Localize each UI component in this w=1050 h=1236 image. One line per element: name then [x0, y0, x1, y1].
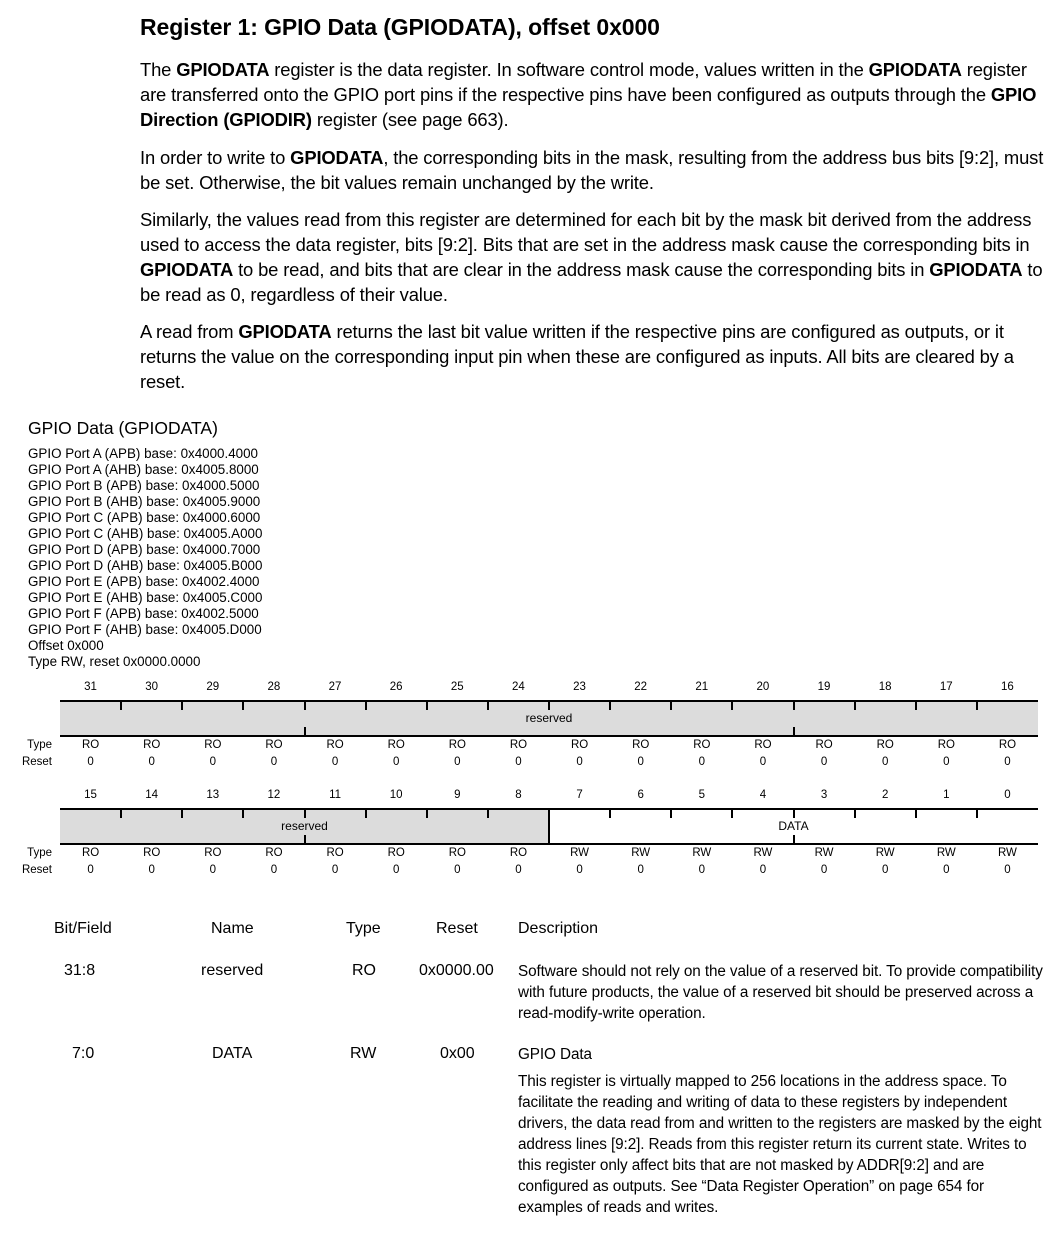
register-base-addresses	[28, 446, 262, 670]
bold-term: GPIODATA	[868, 59, 962, 80]
bit-number: 14	[145, 789, 159, 801]
cell-reset: 0x0000.00	[419, 962, 494, 979]
base-address: GPIO Port A (APB) base: 0x4000.4000	[28, 446, 259, 461]
nibble-tick	[793, 835, 795, 843]
register-row-box	[60, 700, 1038, 737]
bit-type: RO	[387, 739, 405, 751]
bit-type: RO	[204, 847, 222, 859]
bit-reset: 0	[698, 864, 706, 876]
bit-type: RW	[692, 847, 712, 859]
text-run: register (see page 663).	[311, 109, 509, 130]
cell-description: Software should not rely on the value of a reserved bit. To provide compatibility with future products, the value of a reserved bit should be preserved across a read-modify-write operation.	[518, 963, 1043, 1022]
bit-type: RW	[753, 847, 773, 859]
bold-term: GPIODATA	[140, 259, 234, 280]
text-run: Similarly, the values read from this register are determined for each bit by the mask bit derived from the address used to access the data register, bits [9:2]. Bits that are set in the address mask cause the corresponding bits in	[140, 209, 1032, 255]
bit-reset: 0	[515, 756, 522, 768]
bit-tick	[976, 702, 978, 710]
bit-tick	[548, 702, 550, 710]
bold-term: GPIODATA	[290, 147, 384, 168]
base-address: GPIO Port C (APB) base: 0x4000.6000	[28, 510, 261, 525]
bit-number: 21	[695, 681, 709, 693]
bit-tick	[548, 810, 550, 818]
bit-number: 28	[267, 681, 281, 693]
bit-number: 3	[820, 789, 828, 801]
bit-tick	[793, 810, 795, 818]
page-title: Register 1: GPIO Data (GPIODATA), offset 0x000	[140, 14, 660, 40]
bit-number: 11	[329, 789, 342, 801]
bit-tick	[242, 702, 244, 710]
base-address: GPIO Port B (AHB) base: 0x4005.9000	[28, 494, 261, 509]
text-run: , the corresponding bits in the mask, resulting from the address bus bits [9:2], must be set. Otherwise, the bit values remain unchanged by the write.	[140, 147, 1044, 193]
bit-reset: 0	[270, 756, 278, 768]
intro-paragraph-1	[140, 57, 1045, 132]
intro-paragraph-3	[140, 207, 1045, 307]
intro-paragraph-2	[140, 145, 1045, 195]
bit-number: 17	[939, 681, 953, 693]
base-address: GPIO Port E (APB) base: 0x4002.4000	[28, 574, 260, 589]
bit-type: RO	[876, 739, 894, 751]
bit-number: 25	[450, 681, 464, 693]
row-label-type: Type	[27, 847, 52, 859]
bit-reset: 0	[943, 756, 950, 768]
bit-reset: 0	[759, 756, 767, 768]
base-address: GPIO Port C (AHB) base: 0x4005.A000	[28, 526, 263, 541]
bit-tick	[793, 702, 795, 710]
bit-tick	[854, 810, 856, 818]
bit-tick	[365, 702, 367, 710]
bit-type: RO	[387, 847, 405, 859]
bit-type: RW	[631, 847, 651, 859]
bit-type: RO	[754, 739, 772, 751]
bit-type: RO	[448, 739, 466, 751]
bit-number: 5	[698, 789, 706, 801]
bit-tick	[976, 810, 978, 818]
register-offset: Offset 0x000	[28, 638, 104, 653]
bit-tick	[426, 810, 428, 818]
bit-number: 16	[1001, 681, 1014, 693]
bit-number: 4	[759, 789, 767, 801]
bit-reset: 0	[331, 864, 339, 876]
bit-reset: 0	[515, 864, 522, 876]
base-address: GPIO Port F (APB) base: 0x4002.5000	[28, 606, 259, 621]
text-run: In order to write to	[140, 147, 291, 168]
bit-tick	[242, 810, 244, 818]
nibble-tick	[304, 727, 306, 735]
bitfield-label: DATA	[778, 819, 809, 833]
bit-number: 0	[1004, 789, 1011, 801]
bit-number: 22	[634, 681, 648, 693]
bit-reset: 0	[881, 756, 889, 768]
bit-reset: 0	[637, 756, 644, 768]
bit-reset: 0	[943, 864, 950, 876]
intro-paragraph-4	[140, 319, 1045, 394]
bit-tick	[120, 810, 122, 818]
cell-name: DATA	[212, 1045, 253, 1062]
bit-reset: 0	[454, 864, 461, 876]
bit-type: RO	[265, 847, 283, 859]
col-header-description: Description	[518, 920, 599, 937]
bit-reset: 0	[331, 756, 339, 768]
bit-number: 23	[573, 681, 586, 693]
bit-tick	[181, 810, 183, 818]
bit-tick	[181, 702, 183, 710]
cell-description-title: GPIO Data	[518, 1046, 592, 1063]
cell-bitfield: 31:8	[64, 962, 96, 979]
col-header-bitfield: Bit/Field	[54, 920, 112, 937]
bit-number: 13	[206, 789, 220, 801]
bit-tick	[609, 810, 611, 818]
bold-term: GPIODATA	[176, 59, 270, 80]
bitfield-label: reserved	[281, 819, 328, 833]
text-run: register are transferred onto the GPIO port pins if the respective pins have been configured as outputs through the	[140, 59, 1027, 105]
register-diagram-heading: GPIO Data (GPIODATA)	[28, 418, 218, 438]
bit-tick	[487, 810, 489, 818]
cell-bitfield: 7:0	[72, 1045, 95, 1062]
bit-type: RO	[81, 739, 100, 751]
bit-type: RO	[265, 739, 283, 751]
text-run: returns the last bit value written if the respective pins are configured as outputs, or it returns the value on the corresponding input pin when these are configured as inputs. All bits are cleared by a reset.	[140, 321, 1014, 392]
bit-type: RO	[81, 847, 100, 859]
bit-reset: 0	[576, 864, 583, 876]
bit-type: RO	[143, 847, 161, 859]
bit-type: RO	[570, 739, 589, 751]
bit-number: 26	[389, 681, 403, 693]
bit-number: 30	[145, 681, 159, 693]
bit-reset: 0	[881, 864, 889, 876]
bit-number: 29	[206, 681, 220, 693]
bit-tick	[487, 702, 489, 710]
bit-tick	[731, 702, 733, 710]
bit-number: 15	[84, 789, 97, 801]
bit-number: 31	[84, 681, 97, 693]
bit-tick	[609, 702, 611, 710]
bit-type: RO	[204, 739, 222, 751]
bit-reset: 0	[820, 864, 828, 876]
bold-term: GPIO Direction (GPIODIR)	[140, 84, 1037, 130]
bit-reset: 0	[1004, 864, 1011, 876]
bit-number: 27	[328, 681, 342, 693]
base-address: GPIO Port E (AHB) base: 0x4005.C000	[28, 590, 263, 605]
bit-type: RO	[509, 847, 528, 859]
bit-reset: 0	[209, 756, 217, 768]
bit-reset: 0	[820, 756, 828, 768]
bit-reset: 0	[392, 864, 400, 876]
bit-number: 6	[637, 789, 644, 801]
bit-type: RW	[814, 847, 834, 859]
bit-number: 2	[881, 789, 889, 801]
col-header-reset: Reset	[436, 920, 478, 937]
bit-reset: 0	[148, 756, 155, 768]
bit-tick	[670, 702, 672, 710]
bit-number: 8	[515, 789, 522, 801]
bit-number: 1	[943, 789, 950, 801]
bit-type: RW	[875, 847, 895, 859]
base-address: GPIO Port B (APB) base: 0x4000.5000	[28, 478, 260, 493]
base-address: GPIO Port F (AHB) base: 0x4005.D000	[28, 622, 262, 637]
bit-tick	[670, 810, 672, 818]
bit-reset: 0	[87, 864, 94, 876]
bit-tick	[426, 702, 428, 710]
bit-number: 12	[267, 789, 281, 801]
bit-number: 24	[512, 681, 525, 693]
bit-number: 20	[756, 681, 770, 693]
bit-number: 10	[389, 789, 403, 801]
bit-type: RO	[448, 847, 466, 859]
bit-number: 19	[817, 681, 831, 693]
row-label-reset: Reset	[21, 864, 52, 876]
bit-type: RO	[326, 739, 344, 751]
bit-reset: 0	[392, 756, 400, 768]
text-run: to be read, and bits that are clear in the address mask cause the corresponding bits in	[233, 259, 930, 280]
bit-tick	[304, 702, 306, 710]
row-label-type: Type	[27, 739, 52, 751]
row-label-reset: Reset	[21, 756, 52, 768]
text-run: A read from	[140, 321, 239, 342]
bit-reset: 0	[759, 864, 767, 876]
bit-tick	[365, 810, 367, 818]
bit-reset: 0	[576, 756, 583, 768]
bit-reset: 0	[1004, 756, 1011, 768]
bit-reset: 0	[454, 756, 461, 768]
bit-tick	[731, 810, 733, 818]
cell-reset: 0x00	[440, 1045, 475, 1062]
bit-type: RW	[936, 847, 956, 859]
nibble-tick	[793, 727, 795, 735]
bit-tick	[304, 810, 306, 818]
text-run: The	[140, 59, 177, 80]
bit-reset: 0	[637, 864, 644, 876]
bit-reset: 0	[698, 756, 706, 768]
base-address: GPIO Port A (AHB) base: 0x4005.8000	[28, 462, 259, 477]
bold-term: GPIODATA	[929, 259, 1023, 280]
bit-number: 9	[454, 789, 461, 801]
bit-type: RO	[998, 739, 1017, 751]
bit-tick	[915, 702, 917, 710]
base-address: GPIO Port D (APB) base: 0x4000.7000	[28, 542, 261, 557]
bitfield-label: reserved	[525, 711, 573, 725]
bit-reset: 0	[148, 864, 155, 876]
bit-type: RO	[815, 739, 833, 751]
cell-type: RO	[352, 962, 376, 979]
col-header-name: Name	[211, 920, 254, 937]
nibble-tick	[304, 835, 306, 843]
register-type-reset: Type RW, reset 0x0000.0000	[28, 654, 201, 669]
bit-tick	[854, 702, 856, 710]
register-row-box	[60, 808, 1038, 845]
bit-type: RO	[326, 847, 344, 859]
bit-type: RO	[143, 739, 161, 751]
bit-number: 18	[878, 681, 892, 693]
bit-type: RW	[997, 847, 1017, 859]
bit-type: RO	[509, 739, 528, 751]
bit-reset: 0	[209, 864, 217, 876]
bit-type: RO	[693, 739, 711, 751]
bit-reset: 0	[270, 864, 278, 876]
bold-term: GPIODATA	[238, 321, 332, 342]
text-run: to be read as 0, regardless of their value.	[140, 259, 1043, 305]
bit-reset: 0	[87, 756, 94, 768]
bit-tick	[915, 810, 917, 818]
bit-tick	[120, 702, 122, 710]
col-header-type: Type	[346, 920, 381, 937]
text-run: register is the data register. In software control mode, values written in the	[269, 59, 869, 80]
bit-type: RW	[570, 847, 590, 859]
bit-number: 7	[576, 789, 583, 801]
cell-name: reserved	[201, 962, 264, 979]
base-address: GPIO Port D (AHB) base: 0x4005.B000	[28, 558, 263, 573]
cell-description: This register is virtually mapped to 256 locations in the address space. To facilitate the reading and writing of data to these registers by independent drivers, the data read from and written to the registers are masked by the eight address lines [9:2]. Reads from this register return its current state. Writes to this register only affect bits that are not masked by ADDR[9:2] and are configured as outputs. See “Data Register Operation” on page 654 for examples of reads and writes.	[518, 1073, 1042, 1216]
cell-type: RW	[350, 1045, 377, 1062]
bit-type: RO	[937, 739, 955, 751]
bit-type: RO	[632, 739, 650, 751]
